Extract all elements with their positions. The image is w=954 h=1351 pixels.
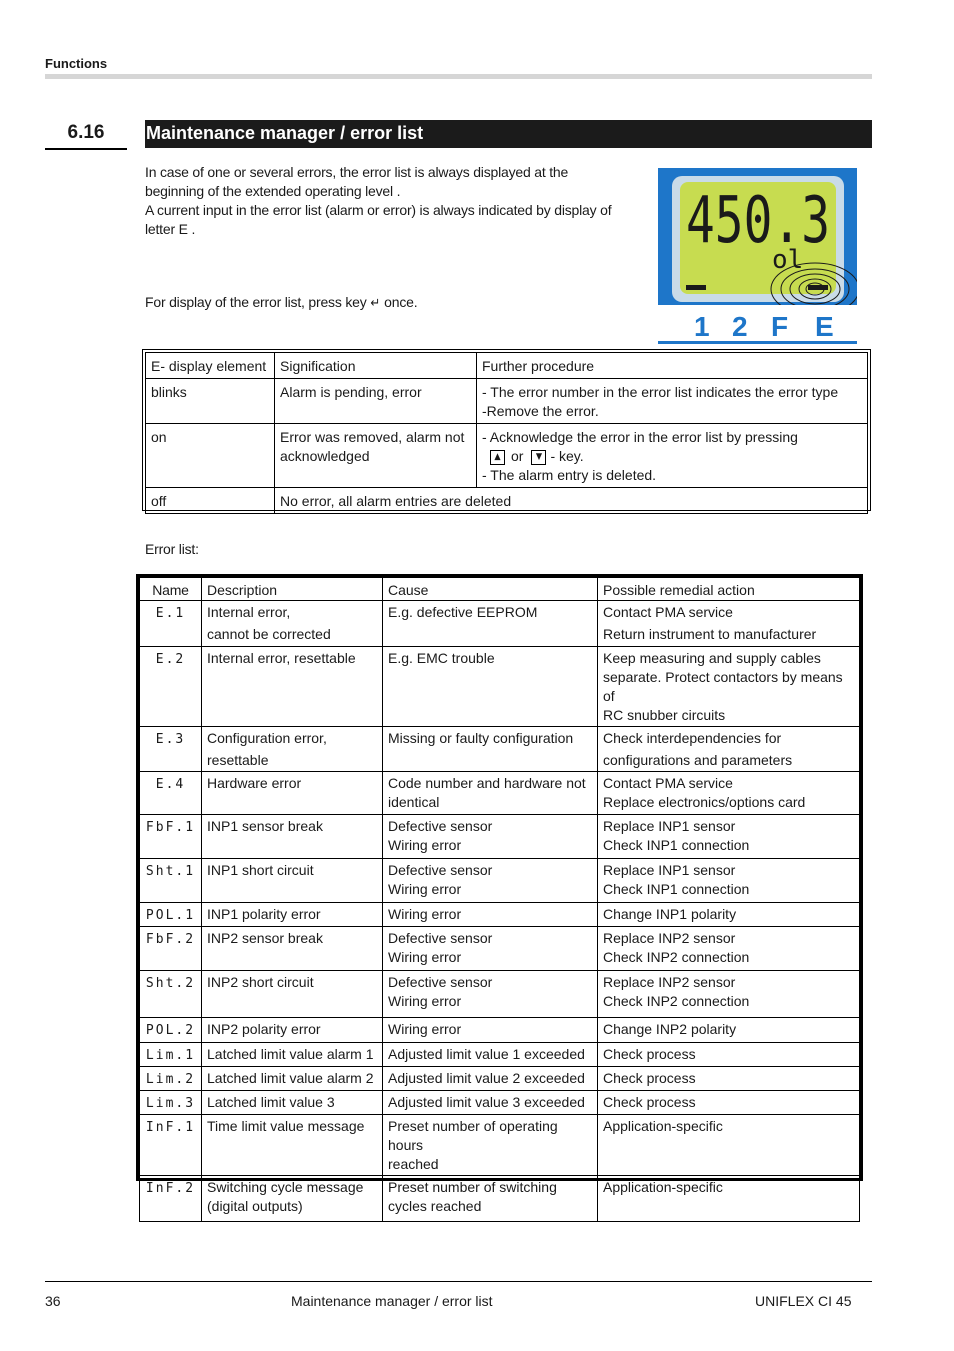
table-header-row [140, 578, 860, 601]
cell-line: Wiring error [388, 881, 462, 897]
press-key-instruction [145, 293, 417, 313]
cell-line: Code number and hardware not [388, 775, 586, 791]
error-cause-cell [383, 1067, 598, 1091]
cell-line: E.g. defective EEPROM [388, 604, 538, 620]
cell-line: Defective sensor [388, 818, 493, 834]
cell-line: Wiring error [388, 949, 462, 965]
error-desc-cell [202, 1067, 383, 1091]
error-desc-cell [202, 1091, 383, 1115]
table-row [146, 488, 868, 514]
cell-line: resettable [207, 752, 269, 768]
error-list-row [140, 927, 860, 971]
error-action-cell [598, 1067, 860, 1091]
cell-line: Error was removed, alarm not [280, 429, 465, 445]
table-cell: No error, all alarm entries are deleted [275, 488, 868, 514]
cell-line: Check interdependencies for [603, 730, 782, 746]
footer-rule [45, 1281, 872, 1282]
cell-line: acknowledged [280, 448, 370, 464]
cell-line: Check process [603, 1046, 696, 1062]
table-header-row [146, 353, 868, 379]
cell-line: Wiring error [388, 1021, 462, 1037]
key-f-label: F [771, 311, 789, 341]
cell-line: Adjusted limit value 2 exceeded [388, 1070, 585, 1086]
error-code: InF.1 [140, 1115, 202, 1176]
error-cause-cell [383, 815, 598, 859]
error-action-cell [598, 927, 860, 971]
cell-line: Defective sensor [388, 974, 493, 990]
running-header: Functions [45, 56, 108, 71]
error-action-cell [598, 859, 860, 903]
cell-line: Hardware error [207, 775, 302, 791]
key-2-label: 2 [732, 311, 748, 341]
table-header-cell: Description [202, 578, 383, 601]
table-header-cell: E- display element [146, 353, 275, 379]
cell-line: cannot be corrected [207, 626, 331, 642]
cell-line: Preset number of switching [388, 1179, 557, 1195]
error-cause-cell [383, 1018, 598, 1043]
cell-line: Time limit value message [207, 1118, 365, 1134]
error-list-row [140, 1067, 860, 1091]
error-desc-cell [202, 772, 383, 815]
error-code: InF.2 [140, 1176, 202, 1222]
error-code: E.3 [140, 727, 202, 772]
cell-line: (digital outputs) [207, 1198, 303, 1214]
cell-line: Check INP2 connection [603, 949, 750, 965]
section-title: Maintenance manager / error list [146, 123, 424, 143]
error-code: E.2 [140, 647, 202, 727]
error-desc-cell [202, 1043, 383, 1067]
cell-line: Replace INP1 sensor [603, 862, 736, 878]
error-code: Sht.2 [140, 971, 202, 1018]
error-desc-cell [202, 1176, 383, 1222]
error-list-label: Error list: [145, 541, 199, 557]
footer-product: UNIFLEX CI 45 [755, 1293, 852, 1309]
intro-line: beginning of the extended operating level . [145, 183, 401, 199]
intro-line: In case of one or several errors, the error list is always displayed at the [145, 164, 569, 180]
error-code: FbF.1 [140, 815, 202, 859]
error-cause-cell [383, 971, 598, 1018]
intro-paragraph [145, 163, 635, 239]
error-action-cell [598, 903, 860, 927]
error-action-cell [598, 1018, 860, 1043]
press-key-text: For display of the error list, press key [145, 294, 367, 310]
cell-line: INP1 polarity error [207, 906, 321, 922]
error-list-row [140, 903, 860, 927]
cell-line: - The error number in the error list indicates the error type [482, 384, 839, 400]
cell-line: Check INP2 connection [603, 993, 750, 1009]
cell-line: Replace electronics/options card [603, 794, 806, 810]
cell-line: Internal error, [207, 604, 291, 620]
cell-line: Replace INP2 sensor [603, 930, 736, 946]
error-code: Sht.1 [140, 859, 202, 903]
error-cause-cell [383, 727, 598, 772]
error-action-cell [598, 815, 860, 859]
press-key-text: once. [384, 294, 418, 310]
error-list-row [140, 1043, 860, 1067]
error-list-row [140, 1018, 860, 1043]
error-cause-cell [383, 1043, 598, 1067]
error-action-cell [598, 971, 860, 1018]
error-desc-cell [202, 859, 383, 903]
cell-line: Wiring error [388, 837, 462, 853]
error-cause-cell [383, 601, 598, 647]
down-arrow-key-icon: ▼ [531, 450, 546, 465]
error-list-row [140, 772, 860, 815]
error-cause-cell [383, 859, 598, 903]
error-action-cell [598, 601, 860, 647]
cell-line: INP2 sensor break [207, 930, 323, 946]
cell-line: Adjusted limit value 3 exceeded [388, 1094, 585, 1110]
error-action-cell [598, 727, 860, 772]
error-code: FbF.2 [140, 927, 202, 971]
cell-line: - The alarm entry is deleted. [482, 467, 657, 483]
key-1-label: 1 [694, 311, 710, 341]
cell-line: Contact PMA service [603, 775, 733, 791]
error-desc-cell [202, 601, 383, 647]
controller-device-image [658, 168, 857, 344]
error-code: POL.1 [140, 903, 202, 927]
cell-line: cycles reached [388, 1198, 482, 1214]
cell-line: -Remove the error. [482, 403, 599, 419]
error-desc-cell [202, 1115, 383, 1176]
cell-line: INP1 short circuit [207, 862, 314, 878]
error-code: Lim.1 [140, 1043, 202, 1067]
error-code: POL.2 [140, 1018, 202, 1043]
error-list-row [140, 859, 860, 903]
cell-line: Wiring error [388, 906, 462, 922]
error-code: E.1 [140, 601, 202, 647]
error-list-row [140, 727, 860, 772]
table-cell [477, 379, 868, 424]
footer-title: Maintenance manager / error list [291, 1293, 493, 1309]
error-list-row [140, 1091, 860, 1115]
table-cell: blinks [146, 379, 275, 424]
header-rule [45, 74, 872, 79]
error-cause-cell [383, 927, 598, 971]
cell-line: Switching cycle message [207, 1179, 364, 1195]
table-cell: on [146, 424, 275, 488]
error-action-cell [598, 1043, 860, 1067]
enter-key-icon: ↵ [370, 296, 381, 311]
cell-line: Latched limit value alarm 1 [207, 1046, 374, 1062]
cell-line: Replace INP1 sensor [603, 818, 736, 834]
cell-line: configurations and parameters [603, 752, 793, 768]
cell-line: Wiring error [388, 993, 462, 1009]
cell-line: RC snubber circuits [603, 707, 726, 723]
error-desc-cell [202, 647, 383, 727]
error-cause-cell [383, 1176, 598, 1222]
cell-line: Contact PMA service [603, 604, 733, 620]
error-list-row [140, 647, 860, 727]
cell-line: Return instrument to manufacturer [603, 626, 817, 642]
error-list-row [140, 1176, 860, 1222]
error-cause-cell [383, 1091, 598, 1115]
error-code: E.4 [140, 772, 202, 815]
cell-line: Check INP1 connection [603, 837, 750, 853]
cell-line: Preset number of operating hours [388, 1118, 558, 1153]
cell-line: INP1 sensor break [207, 818, 323, 834]
error-desc-cell [202, 727, 383, 772]
error-cause-cell [383, 647, 598, 727]
cell-line: Defective sensor [388, 862, 493, 878]
table-header-cell: Possible remedial action [598, 578, 860, 601]
error-list-row [140, 815, 860, 859]
cell-line: Configuration error, [207, 730, 327, 746]
error-cause-cell [383, 903, 598, 927]
device-key-labels [658, 305, 857, 341]
cell-line: INP2 short circuit [207, 974, 314, 990]
cell-line: Application-specific [603, 1118, 723, 1134]
table-cell [477, 424, 868, 488]
table-header-cell: Signification [275, 353, 477, 379]
error-cause-cell [383, 772, 598, 815]
key-e-label: E [815, 311, 834, 341]
table-row [146, 424, 868, 488]
error-desc-cell [202, 903, 383, 927]
cell-line: Check process [603, 1070, 696, 1086]
error-list-table [136, 574, 863, 1214]
error-desc-cell [202, 927, 383, 971]
main-display-value: 450.3 [686, 184, 830, 258]
cell-line: Adjusted limit value 1 exceeded [388, 1046, 585, 1062]
cell-line: Missing or faulty configuration [388, 730, 574, 746]
cell-line: Change INP2 polarity [603, 1021, 737, 1037]
table-cell: Alarm is pending, error [275, 379, 477, 424]
error-action-cell [598, 1115, 860, 1176]
cell-line: Check process [603, 1094, 696, 1110]
sub-display-value: ol [772, 245, 804, 275]
table-cell: off [146, 488, 275, 514]
cell-line: separate. Protect contactors by means of [603, 669, 843, 704]
error-cause-cell [383, 1115, 598, 1176]
cell-line [482, 447, 862, 466]
cell-line: Latched limit value 3 [207, 1094, 335, 1110]
up-arrow-key-icon: ▲ [490, 450, 505, 465]
table-row [146, 379, 868, 424]
error-desc-cell [202, 971, 383, 1018]
intro-line: letter E . [145, 221, 196, 237]
error-list-row [140, 601, 860, 647]
section-number: 6.16 [67, 122, 105, 143]
cell-line: Defective sensor [388, 930, 493, 946]
table-header-cell: Cause [383, 578, 598, 601]
cell-line: E.g. EMC trouble [388, 650, 495, 666]
cell-line: Application-specific [603, 1179, 723, 1195]
error-action-cell [598, 647, 860, 727]
cell-line: Replace INP2 sensor [603, 974, 736, 990]
error-code: Lim.2 [140, 1067, 202, 1091]
error-action-cell [598, 1091, 860, 1115]
cell-line: INP2 polarity error [207, 1021, 321, 1037]
cell-text: or [511, 448, 524, 464]
cell-line: Change INP1 polarity [603, 906, 737, 922]
cell-line: reached [388, 1156, 439, 1172]
table-header-cell: Name [140, 578, 202, 601]
error-desc-cell [202, 815, 383, 859]
table-header-cell: Further procedure [477, 353, 868, 379]
error-code: Lim.3 [140, 1091, 202, 1115]
table-cell [275, 424, 477, 488]
error-desc-cell [202, 1018, 383, 1043]
cell-line: - Acknowledge the error in the error list by pressing [482, 429, 798, 445]
error-action-cell [598, 772, 860, 815]
error-list-row [140, 971, 860, 1018]
cell-line: Check INP1 connection [603, 881, 750, 897]
cell-text: - key. [550, 448, 584, 464]
cell-line: identical [388, 794, 440, 810]
error-action-cell [598, 1176, 860, 1222]
cell-line: Latched limit value alarm 2 [207, 1070, 374, 1086]
cell-line: Internal error, resettable [207, 650, 356, 666]
error-list-row [140, 1115, 860, 1176]
e-display-table [142, 349, 871, 511]
page-number: 36 [45, 1293, 61, 1309]
cell-line: Keep measuring and supply cables [603, 650, 821, 666]
intro-line: A current input in the error list (alarm or error) is always indicated by display of [145, 202, 612, 218]
